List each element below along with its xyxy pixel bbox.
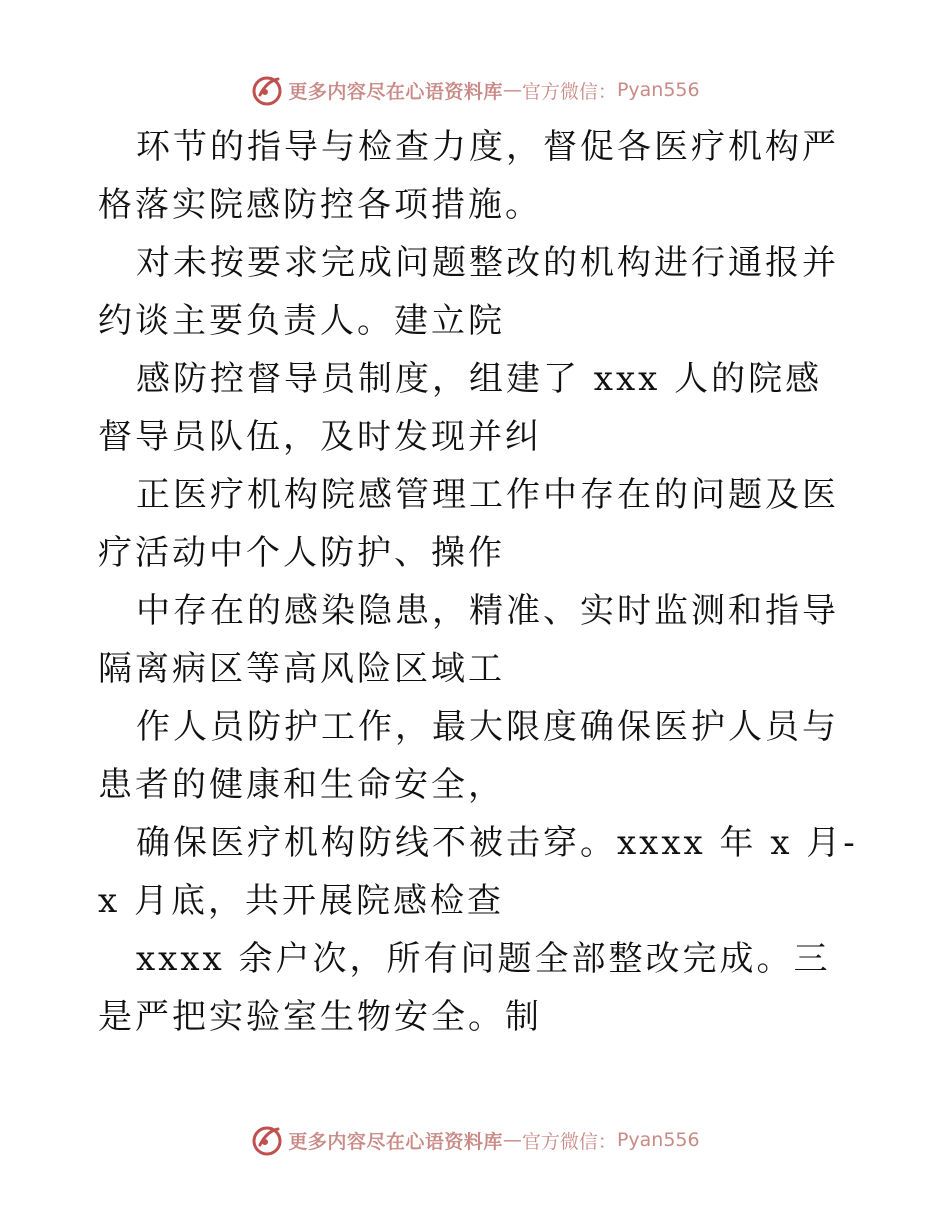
logo-icon xyxy=(250,1123,284,1157)
banner-separator: — xyxy=(502,79,522,101)
paragraph: xxxx 余户次，所有问题全部整改完成。三是严把实验室生物安全。制 xyxy=(98,939,831,1037)
banner-wechat-label: 官方微信： xyxy=(521,1130,617,1153)
banner-wechat-label: 官方微信： xyxy=(521,80,617,103)
banner-separator: — xyxy=(502,1129,522,1151)
banner-brand-text: 更多内容尽在心语资料库 xyxy=(288,1130,503,1153)
paragraph: 环节的指导与检查力度，督促各医疗机构严格落实院感防控各项措施。 xyxy=(98,127,839,225)
paragraph: 中存在的感染隐患，精准、实时监测和指导隔离病区等高风险区域工 xyxy=(98,591,839,689)
header-banner xyxy=(0,70,950,110)
banner-wechat-id: Pyan556 xyxy=(616,79,700,101)
paragraph: 对未按要求完成问题整改的机构进行通报并约谈主要负责人。建立院 xyxy=(98,243,839,341)
logo-icon xyxy=(250,73,284,107)
paragraph: 作人员防护工作，最大限度确保医护人员与患者的健康和生命安全， xyxy=(98,707,839,805)
paragraph: 正医疗机构院感管理工作中存在的问题及医疗活动中个人防护、操作 xyxy=(98,475,839,573)
banner-wechat-id: Pyan556 xyxy=(616,1129,700,1151)
document-body xyxy=(98,118,858,1046)
paragraph: 确保医疗机构防线不被击穿。xxxx 年 x 月-x 月底，共开展院感检查 xyxy=(98,823,858,921)
paragraph: 感防控督导员制度，组建了 xxx 人的院感督导员队伍，及时发现并纠 xyxy=(98,359,823,457)
banner-brand-text: 更多内容尽在心语资料库 xyxy=(288,80,503,103)
footer-banner xyxy=(0,1120,950,1160)
